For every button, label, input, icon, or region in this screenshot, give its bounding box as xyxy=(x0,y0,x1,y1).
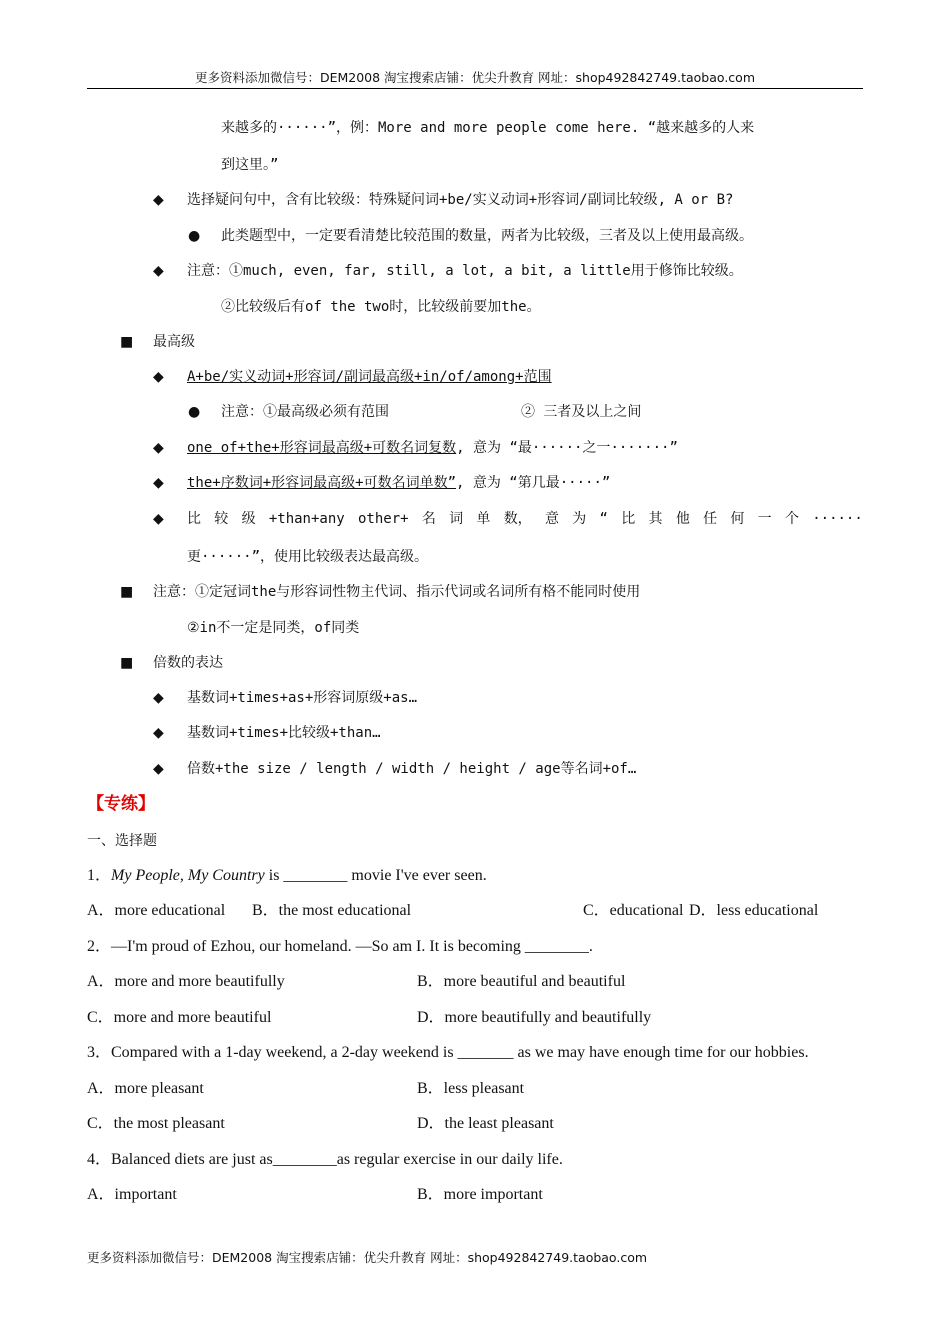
grammar-line: 到这里。” xyxy=(221,157,279,173)
question-stem: 2．—I'm proud of Ezhou, our homeland. —So am I. It is becoming ________. xyxy=(87,938,593,955)
option-d[interactable]: D．more beautifully and beautifully xyxy=(417,1009,652,1026)
word: 数， xyxy=(503,511,532,527)
word: other+ xyxy=(357,511,409,527)
word: “ xyxy=(599,511,608,527)
word: 比 xyxy=(187,511,201,527)
grammar-line: 倍数+the size / length / width / height / age等名词+of… xyxy=(187,761,637,777)
word: 何 xyxy=(730,511,745,527)
word: 他 xyxy=(675,511,690,527)
diamond-bullet-icon: ◆ xyxy=(153,263,164,279)
square-bullet-icon: ■ xyxy=(120,334,134,350)
option-a[interactable]: A．more and more beautifully xyxy=(87,973,285,990)
option-d[interactable]: D．less educational xyxy=(689,902,819,919)
word: 单 xyxy=(476,511,491,527)
question-number: 1． xyxy=(87,867,112,884)
exercise-title: 【专练】 xyxy=(87,794,155,814)
diamond-bullet-icon: ◆ xyxy=(153,440,164,456)
page-footer: 更多资料添加微信号：DEM2008 淘宝搜索店铺：优尖升教育 网址：shop492842749.taobao.com xyxy=(87,1250,648,1265)
word: 级 xyxy=(241,511,256,527)
word: 任 xyxy=(703,511,718,527)
grammar-line: 此类题型中，一定要看清楚比较范围的数量，两者为比较级，三者及以上使用最高级。 xyxy=(221,228,753,244)
grammar-line: 选择疑问句中，含有比较级：特殊疑问词+be/实义动词+形容词/副词比较级, A or B? xyxy=(187,192,734,208)
phrase-meaning: , 意为 “最······之一·······” xyxy=(456,440,678,456)
square-bullet-icon: ■ xyxy=(120,655,134,671)
word: 较 xyxy=(214,511,229,527)
grammar-line: 注意：①much, even, far, still, a lot, a bit, a little用于修饰比较级。 xyxy=(187,263,743,279)
diamond-bullet-icon: ◆ xyxy=(153,725,164,741)
movie-title: My People, My Country xyxy=(111,867,265,884)
grammar-line: A+be/实义动词+形容词/副词最高级+in/of/among+范围 xyxy=(187,369,552,385)
square-bullet-icon: ■ xyxy=(120,584,134,600)
grammar-line xyxy=(187,509,863,529)
diamond-bullet-icon: ◆ xyxy=(153,511,164,527)
phrase-meaning: , 意为 “第几最·····” xyxy=(456,475,611,491)
question-stem: 3．Compared with a 1-day weekend, a 2-day weekend is _______ as we may have enough time for our hobbies. xyxy=(87,1044,809,1061)
grammar-line: 注意：①最高级必须有范围 xyxy=(221,404,389,420)
section-title: 一、选择题 xyxy=(87,833,157,849)
dot-bullet-icon: ● xyxy=(188,404,201,420)
diamond-bullet-icon: ◆ xyxy=(153,369,164,385)
word: ······ xyxy=(812,511,863,527)
page-header: 更多资料添加微信号：DEM2008 淘宝搜索店铺：优尖升教育 网址：shop492842749.taobao.com xyxy=(194,70,756,85)
section-heading: 倍数的表达 xyxy=(153,655,223,671)
grammar-line: ②比较级后有of the two时，比较级前要加the。 xyxy=(221,299,541,315)
grammar-line xyxy=(187,473,610,493)
word: 个 xyxy=(784,511,799,527)
grammar-line: 注意：①定冠词the与形容词性物主代词、指示代词或名词所有格不能同时使用 xyxy=(153,584,641,600)
option-c[interactable]: C．the most pleasant xyxy=(87,1115,225,1132)
grammar-line: ② 三者及以上之间 xyxy=(521,404,642,420)
option-c[interactable]: C．more and more beautiful xyxy=(87,1009,272,1026)
section-heading: 最高级 xyxy=(153,334,195,350)
diamond-bullet-icon: ◆ xyxy=(153,761,164,777)
question-text: is ________ movie I've ever seen. xyxy=(264,867,487,884)
grammar-line: 基数词+times+比较级+than… xyxy=(187,725,381,741)
option-b[interactable]: B．the most educational xyxy=(252,902,412,919)
question-stem: 4．Balanced diets are just as________as regular exercise in our daily life. xyxy=(87,1151,563,1168)
option-b[interactable]: B．more beautiful and beautiful xyxy=(417,973,626,990)
word: 一 xyxy=(757,511,772,527)
grammar-line: 来越多的······”，例：More and more people come here. “越来越多的人来 xyxy=(221,120,755,136)
option-a[interactable]: A．more pleasant xyxy=(87,1080,204,1097)
option-a[interactable]: A．important xyxy=(87,1186,177,1203)
grammar-line: ②in不一定是同类，of同类 xyxy=(187,620,360,636)
option-d[interactable]: D．the least pleasant xyxy=(417,1115,554,1132)
option-b[interactable]: B．less pleasant xyxy=(417,1080,525,1097)
option-c[interactable]: C．educational xyxy=(583,902,684,919)
word: 为 xyxy=(572,511,587,527)
dot-bullet-icon: ● xyxy=(188,228,201,244)
word: 比 xyxy=(621,511,636,527)
underlined-phrase: one of+the+形容词最高级+可数名词复数 xyxy=(187,440,457,456)
option-b[interactable]: B．more important xyxy=(417,1186,543,1203)
word: 其 xyxy=(648,511,663,527)
word: 词 xyxy=(449,511,464,527)
diamond-bullet-icon: ◆ xyxy=(153,690,164,706)
grammar-line xyxy=(187,438,678,458)
underlined-phrase: the+序数词+形容词最高级+可数名词单数” xyxy=(187,475,457,491)
word: 意 xyxy=(544,511,559,527)
option-a[interactable]: A．more educational xyxy=(87,902,226,919)
diamond-bullet-icon: ◆ xyxy=(153,475,164,491)
word: +than+any xyxy=(268,511,345,527)
question-stem xyxy=(87,866,487,886)
diamond-bullet-icon: ◆ xyxy=(153,192,164,208)
grammar-line: 更······”，使用比较级表达最高级。 xyxy=(187,549,429,565)
word: 名 xyxy=(421,511,436,527)
grammar-line: 基数词+times+as+形容词原级+as… xyxy=(187,690,418,706)
header-divider xyxy=(87,88,863,89)
